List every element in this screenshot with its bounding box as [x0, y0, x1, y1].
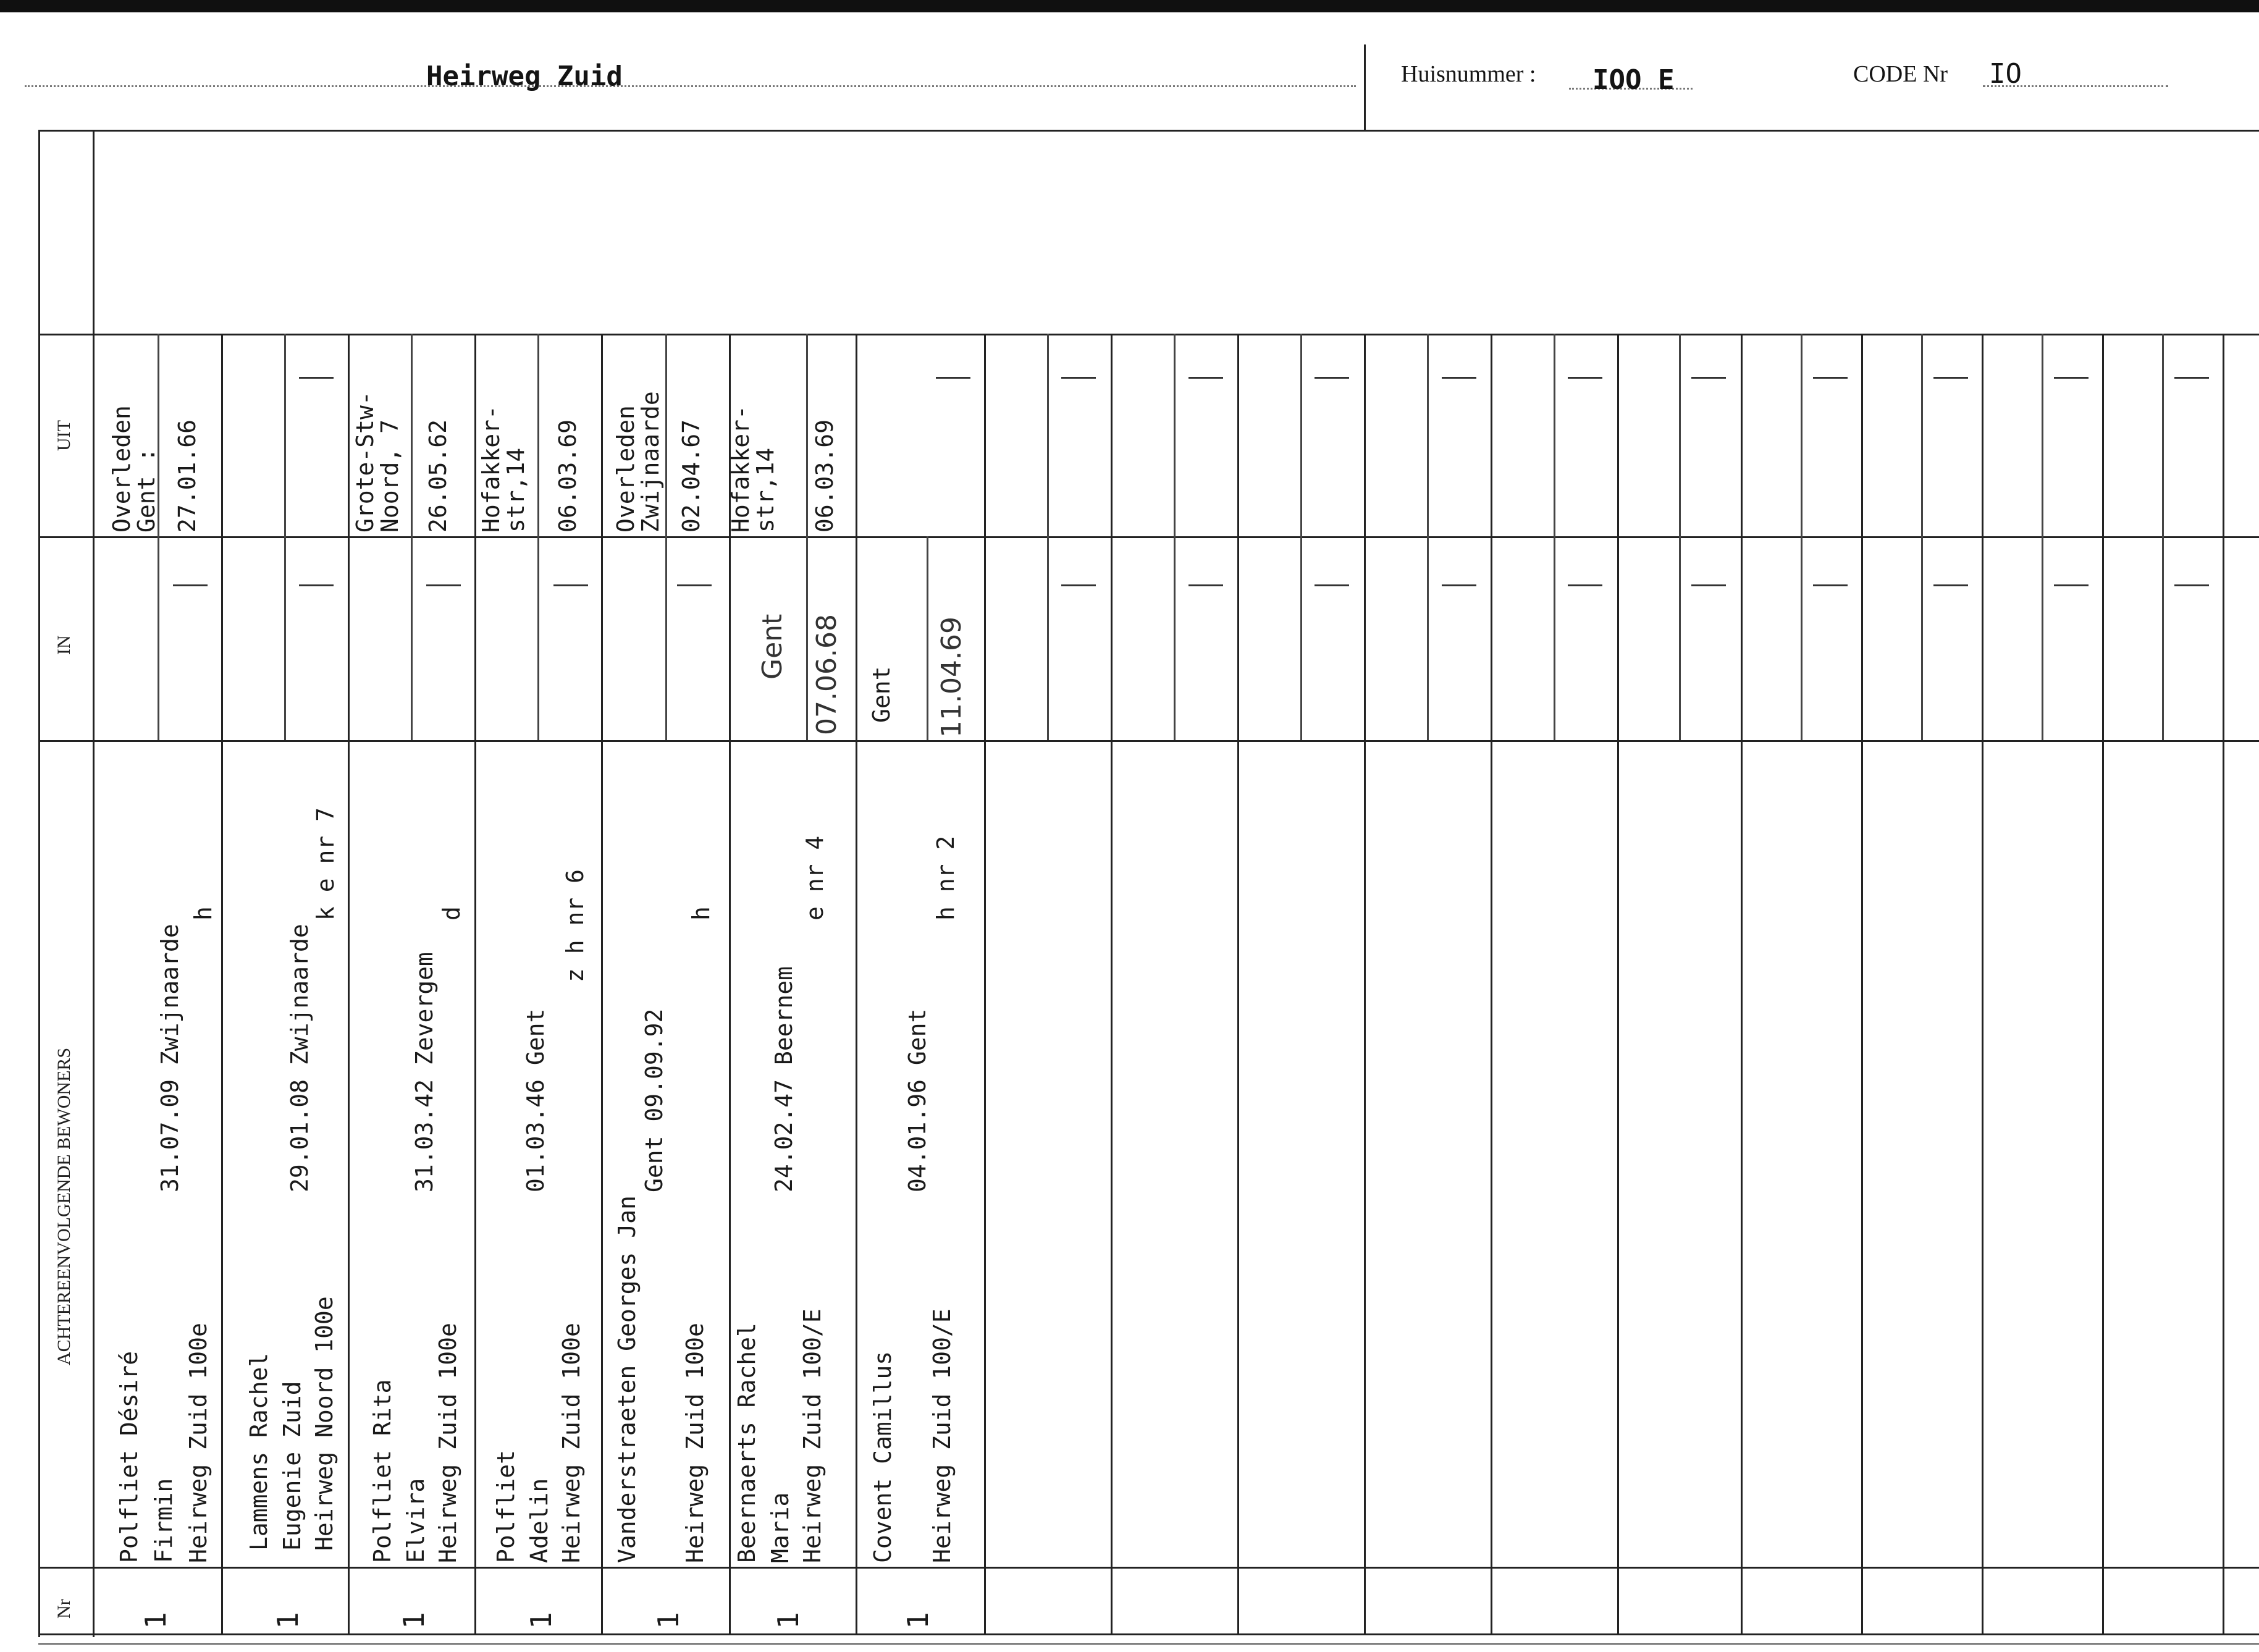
frame-left	[38, 130, 40, 1637]
in-empty-dash	[2174, 584, 2209, 586]
uit-place: Noord, 7	[376, 419, 403, 533]
uit-date: 02.04.67	[678, 419, 705, 533]
in-empty-dash	[1691, 584, 1726, 586]
house-number-value: IOO E	[1592, 64, 1675, 96]
uit-heading: UIT	[54, 420, 74, 451]
resident-address: Heirweg Zuid 100/E	[928, 1309, 956, 1563]
in-empty-dash	[299, 584, 334, 586]
sub-divider	[1801, 334, 1803, 740]
in-top-line	[38, 536, 2259, 538]
uit-date: 06.03.69	[811, 419, 838, 533]
record-nr: 1	[138, 1612, 172, 1629]
uit-empty-dash	[1061, 377, 1096, 379]
house-number-label: Huisnummer :	[1401, 61, 1536, 87]
resident-address: Heirweg Zuid 100/E	[799, 1309, 826, 1563]
uit-empty-dash	[1315, 377, 1349, 379]
col-divider	[601, 334, 603, 1633]
sub-divider	[806, 334, 808, 740]
col-divider	[856, 334, 857, 1633]
resident-note: h	[688, 906, 715, 921]
top-border	[0, 0, 2259, 12]
resident-birth: 31.07.09 Zwijnaarde	[156, 924, 183, 1192]
sub-divider	[1554, 334, 1555, 740]
uit-empty-dash	[1933, 377, 1968, 379]
sub-divider	[284, 334, 286, 740]
resident-given-name: Gent 09.09.92	[641, 1008, 668, 1192]
col-divider	[1861, 334, 1863, 1633]
resident-birth: 31.03.42 Zevergem	[411, 952, 438, 1192]
sub-divider	[2162, 334, 2164, 740]
sub-divider	[1679, 334, 1681, 740]
in-empty-dash	[426, 584, 461, 586]
col-divider	[2102, 334, 2104, 1633]
record-nr: 1	[271, 1612, 305, 1629]
resident-given-name: Elvira	[402, 1478, 429, 1563]
record-nr: 1	[524, 1612, 558, 1629]
sub-divider	[537, 334, 539, 740]
in-empty-dash	[1315, 584, 1349, 586]
in-empty-dash	[1188, 584, 1223, 586]
col-divider	[1617, 334, 1619, 1633]
sub-divider	[927, 536, 928, 740]
in-empty-dash	[677, 584, 712, 586]
uit-empty-dash	[1568, 377, 1602, 379]
uit-place: str,14	[502, 447, 529, 533]
uit-empty-dash	[1442, 377, 1476, 379]
in-empty-dash	[1813, 584, 1848, 586]
uit-empty-dash	[2054, 377, 2089, 379]
street-dotted-line	[25, 85, 1356, 87]
uit-empty-dash	[1188, 377, 1223, 379]
record-nr: 1	[771, 1612, 805, 1629]
resident-birth: 29.01.08 Zwijnaarde	[286, 924, 313, 1192]
resident-given-name: Adelin	[526, 1478, 553, 1563]
col-divider	[221, 334, 223, 1633]
in-empty-dash	[553, 584, 588, 586]
col-divider	[474, 334, 476, 1633]
resident-note: z h nr 6	[562, 869, 589, 982]
resident-address: Heirweg Zuid 100e	[185, 1323, 212, 1563]
in-empty-dash	[173, 584, 208, 586]
in-date: 11.04.69	[936, 617, 967, 738]
resident-note: k e nr 7	[312, 807, 339, 921]
resident-name: Covent Camillus	[869, 1351, 896, 1563]
uit-place: Hofakker-	[727, 405, 754, 533]
resident-name: Lammens Rachel	[245, 1352, 272, 1551]
in-empty-dash	[2054, 584, 2089, 586]
resident-given-name: Eugenie Zuid	[279, 1381, 306, 1551]
uit-empty-dash	[1691, 377, 1726, 379]
in-place: Gent	[757, 613, 788, 680]
frame-top	[38, 130, 2259, 132]
sub-divider	[1300, 334, 1302, 740]
resident-note: d	[438, 906, 465, 921]
in-date: 07.06.68	[811, 614, 843, 735]
resident-address: Heirweg Zuid 100e	[558, 1323, 585, 1563]
resident-name: Beernaerts Rachel	[733, 1323, 760, 1563]
label-column-divider	[93, 130, 95, 1637]
resident-birth: 24.02.47 Beernem	[770, 966, 797, 1192]
resident-given-name: Firmin	[150, 1478, 177, 1563]
residents-top-line	[38, 740, 2259, 742]
uit-date: 27.01.66	[174, 419, 201, 533]
bottom-tick-line	[38, 1643, 2259, 1645]
resident-address: Heirweg Zuid 100e	[681, 1323, 709, 1563]
in-heading: IN	[54, 635, 74, 655]
uit-empty-dash	[936, 377, 970, 379]
uit-top-line	[38, 334, 2259, 335]
sub-divider	[1174, 334, 1176, 740]
resident-note: h	[190, 906, 217, 921]
resident-note: e nr 4	[801, 835, 828, 921]
uit-date: 26.05.62	[424, 419, 452, 533]
col-divider	[1982, 334, 1983, 1633]
resident-address: Heirweg Zuid 100e	[434, 1323, 461, 1563]
in-empty-dash	[1933, 584, 1968, 586]
col-divider	[2223, 334, 2224, 1633]
col-divider	[348, 334, 350, 1633]
resident-name: Vanderstraeten Georges Jan	[613, 1195, 641, 1563]
uit-empty-dash	[299, 377, 334, 379]
col-divider	[984, 334, 986, 1633]
nr-heading: Nr	[54, 1599, 74, 1619]
sub-divider	[2042, 334, 2043, 740]
nr-top-line	[38, 1567, 2259, 1569]
sub-divider	[411, 334, 413, 740]
sub-divider	[1921, 334, 1923, 740]
resident-name: Polfliet	[492, 1449, 520, 1563]
col-divider	[1491, 334, 1492, 1633]
sub-divider	[1427, 334, 1429, 740]
sub-divider	[158, 334, 159, 740]
record-nr: 1	[901, 1612, 935, 1629]
resident-name: Polfliet Rita	[369, 1379, 396, 1563]
code-value: IO	[1989, 58, 2022, 90]
frame-bottom	[38, 1633, 2259, 1635]
uit-place: Overleden	[108, 405, 135, 533]
in-empty-dash	[1568, 584, 1602, 586]
uit-place: Grote-Stw-	[351, 391, 379, 533]
uit-place: Zwijnaarde	[637, 391, 664, 533]
sub-divider	[1047, 334, 1049, 740]
col-divider	[1364, 334, 1366, 1633]
residents-heading: ACHTEREENVOLGENDE BEWONERS	[54, 1047, 74, 1365]
resident-name: Polfliet Désiré	[116, 1351, 143, 1563]
in-empty-dash	[1061, 584, 1096, 586]
resident-address: Heirweg Noord 100e	[311, 1296, 338, 1551]
resident-birth: 01.03.46 Gent	[522, 1008, 549, 1192]
header-divider	[1364, 44, 1366, 130]
in-empty-dash	[1442, 584, 1476, 586]
uit-place: Gent :	[133, 447, 160, 533]
uit-place: Hofakker-	[477, 405, 505, 533]
uit-date: 06.03.69	[554, 419, 581, 533]
street-name: Heirweg Zuid	[426, 61, 623, 92]
col-divider	[1741, 334, 1743, 1633]
col-divider	[1111, 334, 1113, 1633]
code-label: CODE Nr	[1853, 61, 1948, 87]
uit-place: str,14	[752, 447, 779, 533]
sub-divider	[665, 334, 667, 740]
in-place: Gent	[868, 666, 895, 723]
uit-empty-dash	[1813, 377, 1848, 379]
resident-given-name: Maria	[767, 1492, 794, 1563]
col-divider	[1237, 334, 1239, 1633]
resident-birth: 04.01.96 Gent	[904, 1008, 931, 1192]
record-nr: 1	[651, 1612, 685, 1629]
uit-place: Overleden	[612, 405, 639, 533]
uit-empty-dash	[2174, 377, 2209, 379]
resident-note: h nr 2	[932, 835, 959, 921]
record-nr: 1	[397, 1612, 431, 1629]
